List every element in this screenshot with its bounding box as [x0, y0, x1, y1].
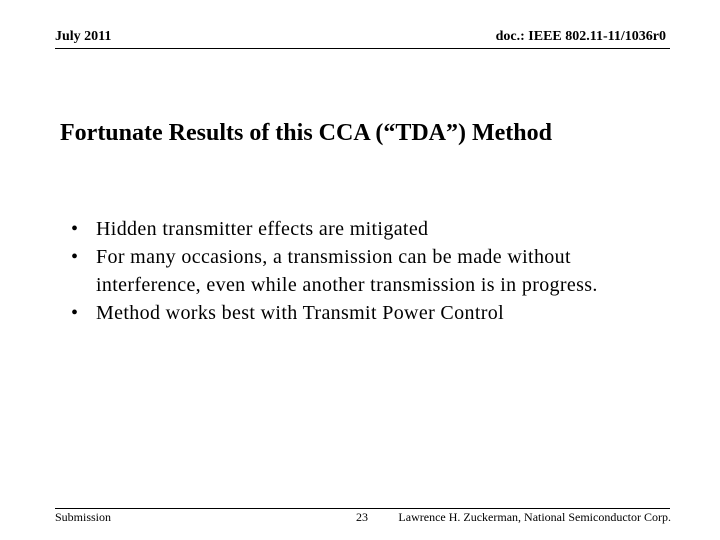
- bullet-item: [70, 243, 660, 299]
- footer-divider: [55, 508, 670, 509]
- bullet-list: [70, 215, 660, 327]
- header-doc-id: doc.: IEEE 802.11-11/1036r0: [495, 29, 666, 44]
- footer-author: Lawrence H. Zuckerman, National Semiconductor Corp.: [398, 510, 671, 524]
- header-divider: [55, 48, 670, 49]
- footer-submission: Submission: [55, 510, 112, 524]
- bullet-text: Method works best with Transmit Power Control: [96, 302, 504, 324]
- bullet-text: Hidden transmitter effects are mitigated: [96, 218, 429, 240]
- footer-page-number: 23: [356, 510, 368, 524]
- bullet-marker: •: [71, 246, 79, 268]
- header-date: July 2011: [55, 29, 112, 44]
- bullet-item: [70, 215, 660, 243]
- slide-title: Fortunate Results of this CCA (“TDA”) Method: [60, 120, 552, 146]
- bullet-text: For many occasions, a transmission can be made without interference, even while another transmission is in progress.: [96, 246, 598, 296]
- bullet-marker: •: [71, 302, 79, 324]
- bullet-item: [70, 299, 660, 327]
- bullet-marker: •: [71, 218, 79, 240]
